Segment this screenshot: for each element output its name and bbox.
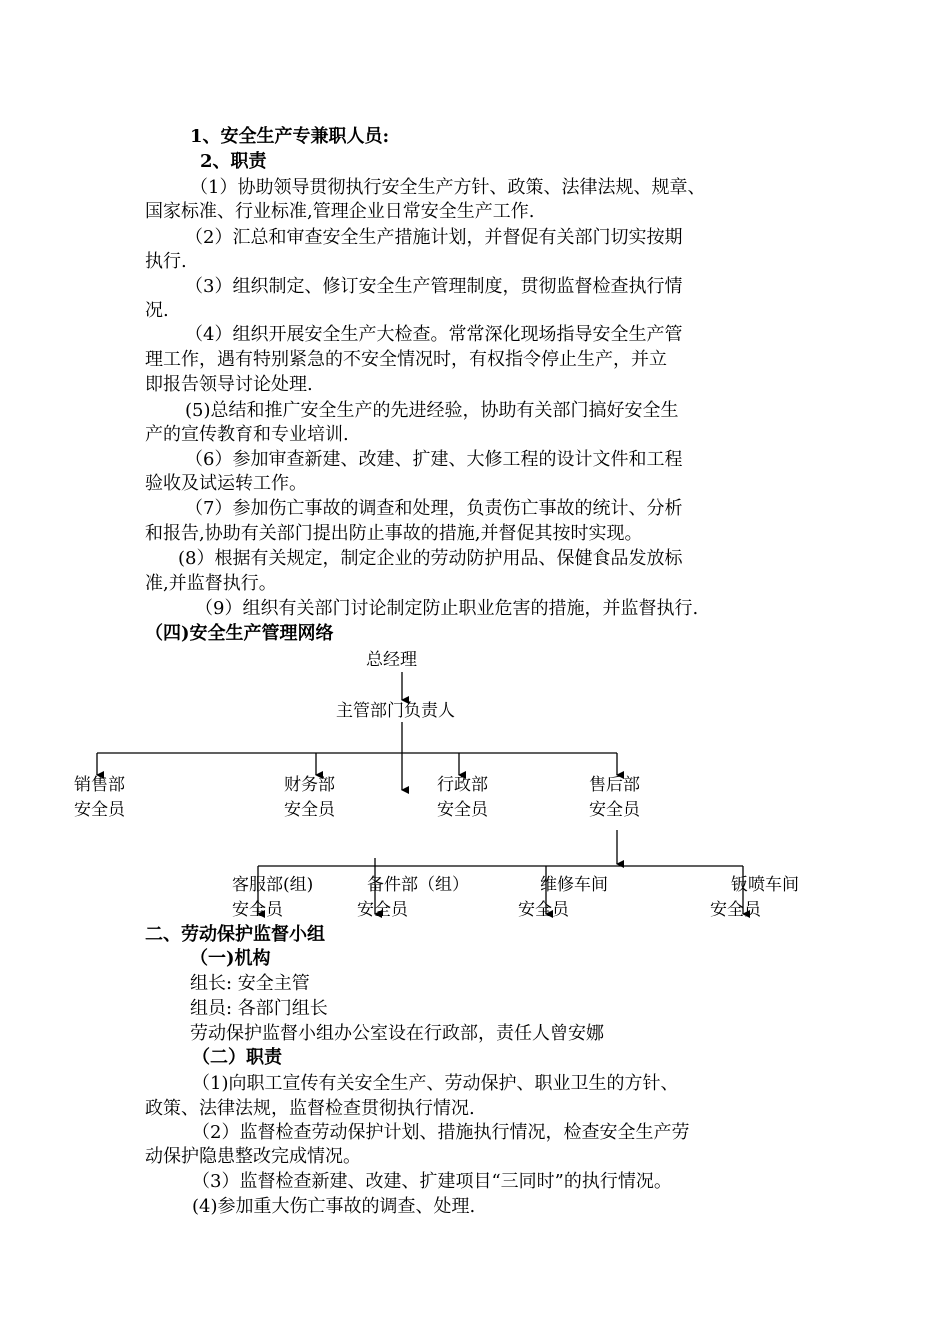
network-heading: （四)安全生产管理网络 — [145, 623, 334, 644]
group-office: 劳动保护监督小组办公室设在行政部，责任人曾安娜 — [190, 1023, 604, 1044]
node-customer-service-officer: 安全员 — [232, 900, 283, 920]
duty-heading: （二）职责 — [192, 1047, 282, 1068]
duty-line: 和报告,协助有关部门提出防止事故的措施,并督促其按时实现。 — [145, 523, 643, 544]
section-heading: 1、安全生产专兼职人员: — [190, 126, 390, 147]
node-finance: 财务部 — [284, 775, 335, 795]
duty-line: （6）参加审查新建、改建、扩建、大修工程的设计文件和工程 — [185, 449, 683, 470]
duty-line: (4)参加重大伤亡事故的调查、处理. — [192, 1196, 476, 1217]
duty-line: 国家标准、行业标准,管理企业日常安全生产工作. — [145, 201, 535, 222]
node-repair-officer: 安全员 — [518, 900, 569, 920]
node-parts-officer: 安全员 — [357, 900, 408, 920]
duty-line: 动保护隐患整改完成情况。 — [145, 1146, 361, 1167]
duty-line: （3）组织制定、修订安全生产管理制度，贯彻监督检查执行情 — [185, 276, 683, 297]
duty-line: （1)向职工宣传有关安全生产、劳动保护、职业卫生的方针、 — [192, 1073, 679, 1094]
node-repair-workshop: 维修车间 — [540, 875, 608, 895]
node-aftersales: 售后部 — [589, 775, 640, 795]
section2-heading: 二、劳动保护监督小组 — [145, 924, 325, 945]
duty-line: 即报告领导讨论处理. — [145, 374, 313, 395]
duty-line: 执行. — [145, 251, 187, 272]
node-finance-officer: 安全员 — [284, 800, 335, 820]
org-heading: （一)机构 — [190, 948, 271, 969]
sub-heading: 2、职责 — [200, 151, 267, 172]
duty-line: （2）汇总和审查安全生产措施计划，并督促有关部门切实按期 — [185, 227, 683, 248]
node-customer-service: 客服部(组) — [232, 875, 314, 895]
duty-line: （9）组织有关部门讨论制定防止职业危害的措施，并监督执行. — [195, 598, 699, 619]
duty-line: 准,并监督执行。 — [145, 573, 277, 594]
duty-line: （2）监督检查劳动保护计划、措施执行情况，检查安全生产劳 — [192, 1122, 690, 1143]
node-sales-officer: 安全员 — [74, 800, 125, 820]
node-sales: 销售部 — [74, 775, 125, 795]
group-leader: 组长: 安全主管 — [190, 973, 310, 994]
duty-line: （3）监督检查新建、改建、扩建项目“三同时”的执行情况。 — [192, 1171, 672, 1192]
node-parts: 备件部（组） — [367, 875, 469, 895]
node-admin-officer: 安全员 — [437, 800, 488, 820]
duty-line: (8）根据有关规定，制定企业的劳动防护用品、保健食品发放标 — [178, 548, 683, 569]
duty-line: 验收及试运转工作。 — [145, 473, 307, 494]
duty-line: 况. — [145, 300, 169, 321]
duty-line: （1）协助领导贯彻执行安全生产方针、政策、法律法规、规章、 — [190, 177, 706, 198]
duty-line: 政策、法律法规，监督检查贯彻执行情况. — [145, 1098, 475, 1119]
node-general-manager: 总经理 — [366, 650, 417, 670]
node-aftersales-officer: 安全员 — [589, 800, 640, 820]
group-members: 组员: 各部门组长 — [190, 998, 328, 1019]
duty-line: （4）组织开展安全生产大检查。常常深化现场指导安全生产管 — [185, 324, 683, 345]
node-admin: 行政部 — [437, 775, 488, 795]
node-paint-workshop: 钣喷车间 — [731, 875, 799, 895]
duty-line: (5)总结和推广安全生产的先进经验，协助有关部门搞好安全生 — [185, 400, 679, 421]
duty-line: 产的宣传教育和专业培训. — [145, 424, 349, 445]
node-dept-manager: 主管部门负责人 — [336, 701, 455, 721]
duty-line: （7）参加伤亡事故的调查和处理，负责伤亡事故的统计、分析 — [185, 498, 683, 519]
node-paint-officer: 安全员 — [710, 900, 761, 920]
duty-line: 理工作，遇有特别紧急的不安全情况时，有权指令停止生产，并立 — [145, 349, 667, 370]
